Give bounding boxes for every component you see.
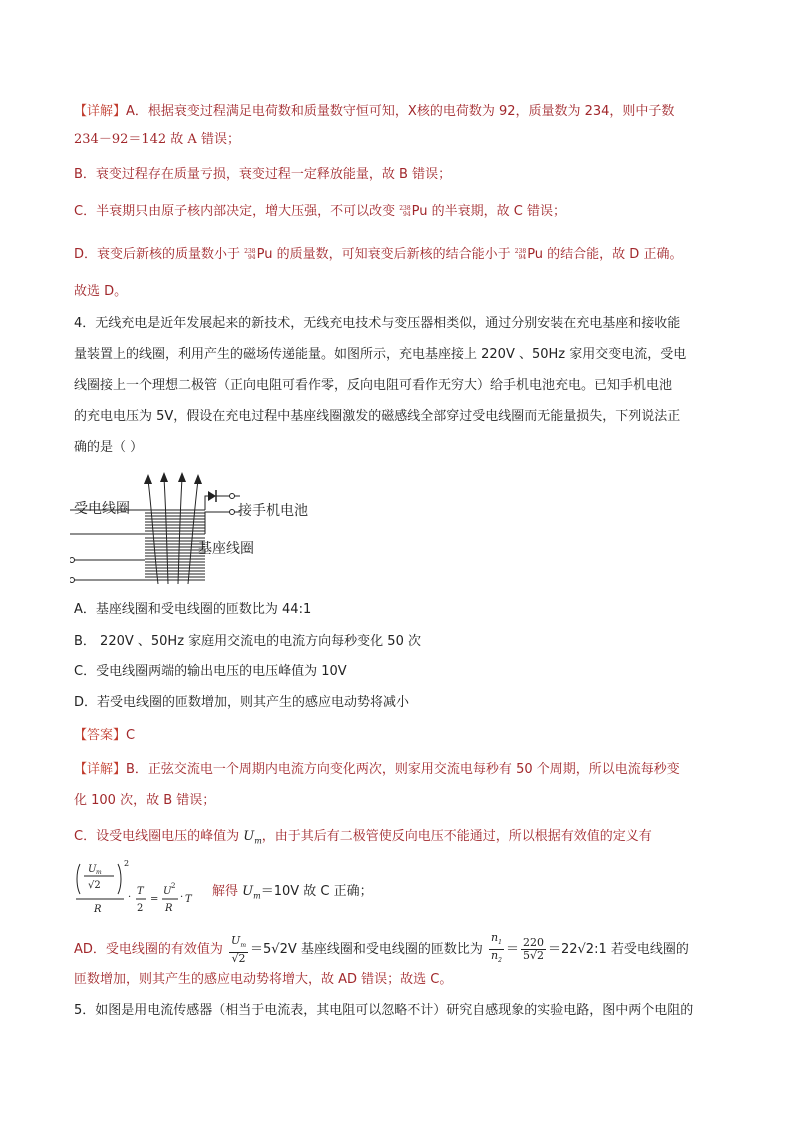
answer-value: C <box>126 728 136 743</box>
m-subscript: m <box>253 891 261 901</box>
q4-option-c: C．受电线圈两端的输出电压的电压峰值为 10V <box>74 664 347 679</box>
wireless-charging-figure <box>70 472 330 592</box>
text-part: Pu 的半衰期，故 C 错误； <box>411 204 566 219</box>
atomic-number: 94 <box>518 253 527 261</box>
svg-text:·: · <box>180 892 184 903</box>
explain-text: B．正弦交流电一个周期内电流方向变化两次，则家用交流电每秒有 50 个周期，所以电流每秒变 <box>126 762 680 777</box>
q3-conclusion: 故选 D。 <box>74 284 128 299</box>
q4-stem-line: 的充电电压为 5V，假设在充电过程中基座线圈激发的磁感线全部穿过受电线圈而无能量损失，下列说法正 <box>74 409 681 424</box>
q4-explain-b1 <box>74 760 680 780</box>
mass-number: 238 <box>399 204 411 212</box>
svg-text:=: = <box>150 894 159 905</box>
svg-text:U: U <box>163 886 172 897</box>
text-part: ，由于其后有二极管使反向电压不能通过，所以根据有效值的定义有 <box>261 829 652 844</box>
mass-number: 238 <box>244 247 256 255</box>
atomic-number: 94 <box>403 210 411 218</box>
text-part: ＝22√2:1 若受电线圈的 <box>547 942 689 958</box>
svg-text:R: R <box>94 904 102 915</box>
u-letter: U <box>243 829 255 844</box>
text-part: Pu 的结合能，故 D 正确。 <box>527 247 683 262</box>
answer-tag: 【答案】 <box>74 728 127 743</box>
svg-text:U: U <box>88 864 97 875</box>
u-letter: U <box>242 884 254 899</box>
q3-option-c-explain <box>74 202 566 222</box>
q4-stem-line: 线圈接上一个理想二极管（正向电阻可看作零，反向电阻可看作无穷大）给手机电池充电。已知手机电池 <box>74 378 673 393</box>
mass-number: 238 <box>514 247 527 255</box>
q3-explain-line1 <box>74 102 674 122</box>
label-phone-battery: 接手机电池 <box>238 503 308 519</box>
svg-text:2: 2 <box>171 882 176 890</box>
isotope-label <box>515 249 526 261</box>
q4-option-a: A．基座线圈和受电线圈的匝数比为 44:1 <box>74 602 312 617</box>
diode-icon <box>208 491 216 501</box>
q4-stem-line: 确的是（ ） <box>74 440 144 455</box>
q4-explain-b2: 化 100 次，故 B 错误； <box>74 793 216 808</box>
um-symbol <box>243 829 262 844</box>
q4-answer <box>74 726 135 746</box>
q5-stem-line: 5．如图是用电流传感器（相当于电流表，其电阻可以忽略不计）研究自感现象的实验电路，图中两个电阻的 <box>74 1003 694 1018</box>
isotope-label <box>244 249 255 261</box>
svg-text:√2: √2 <box>88 880 101 891</box>
text-part: ＝10V 故 C 正确； <box>260 884 373 899</box>
um-symbol <box>242 884 261 899</box>
atomic-number: 94 <box>247 253 256 261</box>
text-part: D．衰变后新核的质量数小于 <box>74 247 241 262</box>
q4-stem-line: 4．无线充电是近年发展起来的新技术，无线充电技术与变压器相类似，通过分别安装在充电基座和接收能 <box>74 316 681 331</box>
turns-ratio-fraction: $\frac{n_1}{n_2}$ <box>491 931 502 965</box>
equation-result <box>212 880 373 901</box>
text-part: 解得 <box>212 884 239 899</box>
svg-text:2: 2 <box>137 903 144 914</box>
svg-text:·: · <box>128 892 132 903</box>
text-part: C．半衰期只由原子核内部决定，增大压强，不可以改变 <box>74 204 396 219</box>
q3-option-b-explain: B．衰变过程存在质量亏损，衰变过程一定释放能量，故 B 错误； <box>74 167 452 182</box>
q4-stem-line: 量装置上的线圈，利用产生的磁场传递能量。如图所示，充电基座接上 220V 、50Hz 家用交变电流，受电 <box>74 347 687 362</box>
q4-explain-ad2: 匝数增加，则其产生的感应电动势将增大，故 AD 错误；故选 C。 <box>74 972 453 987</box>
coil-diagram <box>70 472 330 592</box>
text-part: C．设受电线圈电压的峰值为 <box>74 829 240 844</box>
label-receive-coil: 受电线圈 <box>74 501 130 517</box>
isotope-label <box>399 206 410 218</box>
svg-text:T: T <box>137 886 144 897</box>
q3-option-d-explain <box>74 245 682 265</box>
svg-text:2: 2 <box>124 859 130 868</box>
text-part: Pu 的质量数，可知衰变后新核的结合能小于 <box>256 247 511 262</box>
u1-fraction: $\frac{U_m}{√2}$ <box>231 933 247 965</box>
label-base-coil: 基座线圈 <box>198 541 254 557</box>
q4-explain-c1 <box>74 827 652 852</box>
text-part: AD．受电线圈的有效值为 <box>74 942 223 958</box>
svg-text:m: m <box>96 869 102 876</box>
explain-text: A．根据衰变过程满足电荷数和质量数守恒可知，X核的电荷数为 92，质量数为 234，则中子数 <box>126 104 675 119</box>
q4-explain-ad1: AD．受电线圈的有效值为 $\frac{U_m}{√2}$ ＝5√2V 基座线圈和受电线圈的匝数比为 $\frac{n_1}{n_2}$ ＝ $\frac{220}{5√2}$ ＝22√2:1 若受电线圈的 <box>74 932 689 967</box>
svg-text:R: R <box>165 903 173 914</box>
q3-explain-line2: 234－92＝142 故 A 错误； <box>74 132 240 147</box>
svg-text:T: T <box>185 894 192 905</box>
m-subscript: m <box>254 836 262 846</box>
explain-tag: 【详解】 <box>74 762 127 777</box>
q4-option-b: B． 220V 、50Hz 家庭用交流电的电流方向每秒变化 50 次 <box>74 634 421 649</box>
q4-option-d: D．若受电线圈的匝数增加，则其产生的感应电动势将减小 <box>74 695 410 710</box>
explain-tag: 【详解】 <box>74 104 127 119</box>
text-part: ＝5√2V 基座线圈和受电线圈的匝数比为 <box>250 942 483 958</box>
turns-value-fraction: $\frac{220}{5√2}$ <box>522 936 544 963</box>
effective-value-equation <box>74 858 494 916</box>
